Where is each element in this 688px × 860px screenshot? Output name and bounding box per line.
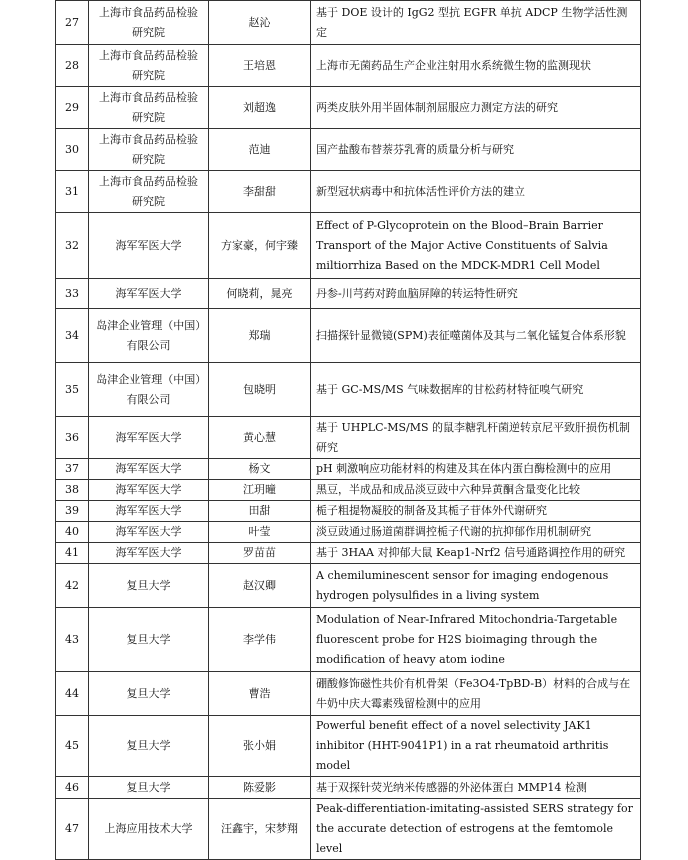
institution-cell: 海军军医大学	[89, 480, 209, 501]
row-number: 45	[56, 716, 89, 777]
institution-cell: 海军军医大学	[89, 543, 209, 564]
institution-cell: 海军军医大学	[89, 459, 209, 480]
table-row	[56, 777, 641, 799]
author-cell: 李甜甜	[209, 171, 311, 213]
table-row	[56, 799, 641, 860]
paper-title-cell: 扫描探针显微镜(SPM)表征噬菌体及其与二氧化锰复合体系形貌	[311, 309, 641, 363]
row-number: 43	[56, 608, 89, 672]
author-cell: 赵汉卿	[209, 564, 311, 608]
row-number: 36	[56, 417, 89, 459]
institution-cell: 上海市食品药品检验研究院	[89, 1, 209, 45]
author-cell: 范迪	[209, 129, 311, 171]
institution-cell: 上海市食品药品检验研究院	[89, 129, 209, 171]
row-number: 46	[56, 777, 89, 799]
table-row	[56, 213, 641, 279]
author-cell: 何晓莉，晁亮	[209, 279, 311, 309]
institution-cell: 岛津企业管理（中国）有限公司	[89, 309, 209, 363]
author-cell: 陈爱影	[209, 777, 311, 799]
institution-cell: 海军军医大学	[89, 213, 209, 279]
paper-title-cell: A chemiluminescent sensor for imaging endogenous hydrogen polysulfides in a living system	[311, 564, 641, 608]
table-row	[56, 459, 641, 480]
row-number: 38	[56, 480, 89, 501]
row-number: 34	[56, 309, 89, 363]
row-number: 41	[56, 543, 89, 564]
institution-cell: 上海市食品药品检验研究院	[89, 87, 209, 129]
paper-title-cell: 黑豆，半成品和成品淡豆豉中六种异黄酮含量变化比较	[311, 480, 641, 501]
paper-title-cell: Powerful benefit effect of a novel selectivity JAK1 inhibitor (HHT-9041P1) in a rat rheumatoid arthritis model	[311, 716, 641, 777]
institution-cell: 海军军医大学	[89, 279, 209, 309]
table-row	[56, 543, 641, 564]
author-cell: 曹浩	[209, 672, 311, 716]
table-row	[56, 45, 641, 87]
row-number: 47	[56, 799, 89, 860]
table-row	[56, 480, 641, 501]
institution-cell: 上海应用技术大学	[89, 799, 209, 860]
institution-cell: 复旦大学	[89, 716, 209, 777]
institution-cell: 海军军医大学	[89, 501, 209, 522]
author-cell: 叶莹	[209, 522, 311, 543]
institution-cell: 海军军医大学	[89, 522, 209, 543]
institution-cell: 复旦大学	[89, 777, 209, 799]
table-row	[56, 417, 641, 459]
table-row	[56, 608, 641, 672]
row-number: 31	[56, 171, 89, 213]
author-cell: 刘超逸	[209, 87, 311, 129]
row-number: 35	[56, 363, 89, 417]
paper-title-cell: 基于 3HAA 对抑郁大鼠 Keap1-Nrf2 信号通路调控作用的研究	[311, 543, 641, 564]
paper-title-cell: 国产盐酸布替萘芬乳膏的质量分析与研究	[311, 129, 641, 171]
author-cell: 田甜	[209, 501, 311, 522]
paper-title-cell: 基于 GC-MS/MS 气味数据库的甘松药材特征嗅气研究	[311, 363, 641, 417]
paper-title-cell: 基于 UHPLC-MS/MS 的鼠李糖乳杆菌逆转京尼平致肝损伤机制研究	[311, 417, 641, 459]
author-cell: 王培恩	[209, 45, 311, 87]
author-cell: 汪鑫宇，宋梦翔	[209, 799, 311, 860]
paper-title-cell: Effect of P-Glycoprotein on the Blood–Brain Barrier Transport of the Major Active Constituents of Salvia miltiorrhiza Based on the MDCK-MDR1 Cell Model	[311, 213, 641, 279]
author-cell: 江玥曈	[209, 480, 311, 501]
table-row	[56, 171, 641, 213]
author-cell: 包晓明	[209, 363, 311, 417]
paper-title-cell: Peak-differentiation-imitating-assisted SERS strategy for the accurate detection of estrogens at the femtomole level	[311, 799, 641, 860]
institution-cell: 海军军医大学	[89, 417, 209, 459]
paper-title-cell: 上海市无菌药品生产企业注射用水系统微生物的监测现状	[311, 45, 641, 87]
table-row	[56, 1, 641, 45]
paper-title-cell: 淡豆豉通过肠道菌群调控栀子代谢的抗抑郁作用机制研究	[311, 522, 641, 543]
author-cell: 杨文	[209, 459, 311, 480]
institution-cell: 上海市食品药品检验研究院	[89, 171, 209, 213]
author-cell: 张小娟	[209, 716, 311, 777]
author-cell: 赵沁	[209, 1, 311, 45]
author-cell: 黄心慧	[209, 417, 311, 459]
institution-cell: 复旦大学	[89, 564, 209, 608]
institution-cell: 复旦大学	[89, 608, 209, 672]
table-row	[56, 564, 641, 608]
row-number: 42	[56, 564, 89, 608]
author-cell: 郑瑞	[209, 309, 311, 363]
institution-cell: 复旦大学	[89, 672, 209, 716]
institution-cell: 上海市食品药品检验研究院	[89, 45, 209, 87]
table-row	[56, 716, 641, 777]
paper-title-cell: 基于 DOE 设计的 IgG2 型抗 EGFR 单抗 ADCP 生物学活性测定	[311, 1, 641, 45]
row-number: 39	[56, 501, 89, 522]
row-number: 44	[56, 672, 89, 716]
author-cell: 罗苗苗	[209, 543, 311, 564]
table-row	[56, 363, 641, 417]
author-cell: 方家豪，何宇臻	[209, 213, 311, 279]
row-number: 27	[56, 1, 89, 45]
table-row	[56, 522, 641, 543]
row-number: 32	[56, 213, 89, 279]
paper-title-cell: 新型冠状病毒中和抗体活性评价方法的建立	[311, 171, 641, 213]
table-row	[56, 672, 641, 716]
row-number: 40	[56, 522, 89, 543]
table-row	[56, 279, 641, 309]
row-number: 30	[56, 129, 89, 171]
paper-title-cell: Modulation of Near-Infrared Mitochondria-Targetable fluorescent probe for H2S bioimaging through the modification of heavy atom iodine	[311, 608, 641, 672]
paper-title-cell: 硼酸修饰磁性共价有机骨架（Fe3O4-TpBD-B）材料的合成与在牛奶中庆大霉素残留检测中的应用	[311, 672, 641, 716]
paper-title-cell: pH 刺激响应功能材料的构建及其在体内蛋白酶检测中的应用	[311, 459, 641, 480]
institution-cell: 岛津企业管理（中国）有限公司	[89, 363, 209, 417]
table-row	[56, 129, 641, 171]
row-number: 37	[56, 459, 89, 480]
paper-title-cell: 基于双探针荧光纳米传感器的外泌体蛋白 MMP14 检测	[311, 777, 641, 799]
paper-title-cell: 栀子粗提物凝胶的制备及其栀子苷体外代谢研究	[311, 501, 641, 522]
table-body	[56, 1, 641, 860]
row-number: 28	[56, 45, 89, 87]
paper-title-cell: 丹参-川芎药对跨血脑屏障的转运特性研究	[311, 279, 641, 309]
table-row	[56, 87, 641, 129]
table-row	[56, 501, 641, 522]
row-number: 29	[56, 87, 89, 129]
publication-table	[55, 0, 641, 860]
table-row	[56, 309, 641, 363]
paper-title-cell: 两类皮肤外用半固体制剂屈服应力测定方法的研究	[311, 87, 641, 129]
row-number: 33	[56, 279, 89, 309]
author-cell: 李学伟	[209, 608, 311, 672]
